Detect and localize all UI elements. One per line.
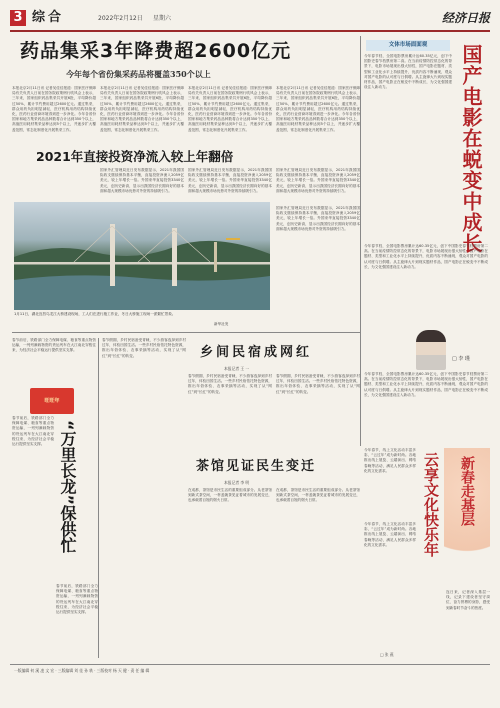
section-separator [12, 332, 360, 333]
brand-logo: 经济日报 [441, 11, 490, 25]
editor-credits: 一版编辑 何 溪 凌 文 宏 · 三版编辑 刘 佳 孙 轶 · 三版校对 杨 天 健 · 责 任 编 辑 [14, 668, 150, 673]
photo-story-body-3: 国家外汇管理局近日发布数据显示，2021年我国国际收支继续保持基本平衡，直接投资净流入2059亿美元，较上年增长一倍。外国来华直接投资3340亿美元，创历史新高，显示出我国经济长期向好的基本面和超大规模市场优势对外资的持续吸引力。 [276, 168, 360, 193]
bridge-photo [14, 202, 270, 310]
masthead [10, 8, 490, 30]
bridge-illustration [14, 202, 270, 310]
lead-body-col-3: 本报北京2月11日讯 记者吴佳佳报道：国家医疗保障局有关负责人日前在国务院政策例行吹风会上表示，三年来，国家组织药品集采共开展6批，平均降价超过50%，累计节约费用超过2600亿元。通过集采，群众用药负担明显减轻，医疗机构用药结构持续优化，医药行业营商环境得到进一步净化。今年各省份国家和地方集采药品品种数将合计达到350个以上，高值医用耗材集采品种达到5个以上，并逐步扩大覆盖范围，常态化制度化开展集采工作。 [188, 86, 272, 132]
photo-story-body-1: 国家外汇管理局近日发布数据显示，2021年我国国际收支继续保持基本平衡，直接投资净流入2059亿美元，较上年增长一倍。外国来华直接投资3340亿美元，创历史新高，显示出我国经济长期向好的基本面和超大规模市场优势对外资的持续吸引力。 [100, 168, 184, 193]
lead-body-col-1: 本报北京2月11日讯 记者吴佳佳报道：国家医疗保障局有关负责人日前在国务院政策例行吹风会上表示，三年来，国家组织药品集采共开展6批，平均降价超过50%，累计节约费用超过2600亿元。通过集采，群众用药负担明显减轻，医疗机构用药结构持续优化，医药行业营商环境得到进一步净化。今年各省份国家和地方集采药品品种数将合计达到350个以上，高值医用耗材集采品种达到5个以上，并逐步扩大覆盖范围，常态化制度化开展集采工作。 [12, 86, 96, 132]
photo-story-body-2: 国家外汇管理局近日发布数据显示，2021年我国国际收支继续保持基本平衡，直接投资净流入2059亿美元，较上年增长一倍。外国来华直接投资3340亿美元，创历史新高，显示出我国经济长期向好的基本面和超大规模市场优势对外资的持续吸引力。 [188, 168, 272, 193]
village-byline: 本报记者 王 一 [224, 366, 250, 371]
right-column-title: 新春走基层 [459, 456, 475, 526]
lead-headline: 药品集采3年降费超2600亿元 [20, 40, 292, 62]
issue-date: 2022年2月12日 [98, 15, 143, 22]
photo-credit: 新华社发 [214, 322, 229, 326]
right-column-body: 连日来，记者深入基层一线，记录下建设者坚守岗位、奋力拼搏的身影，感受到新春时节奋斗的热度。 [446, 590, 490, 610]
page-number-badge: 3 [10, 10, 26, 26]
photo-story-headline: 2021年直接投资净流入较上年翻倍 [36, 149, 234, 164]
side-column-body-1: 今年春节档，全国电影票房累计达60.35亿元，创下中国影史春节档票房第二高。在当前疫情防控常态化的背景下，电影市场展现出强大韧性，国产电影在题材、类型和工业化水平上持续提升，优质内容不断涌现，观众对国产电影的认可度与日俱增。从主旋律大片到现实题材作品，国产电影正在蜕变中不断成长，为文化强国建设注入新动力。 [364, 54, 452, 90]
village-body-1: 春节假期，乡村民宿备受青睐，不少游客选择到乡村过年，体验田园生活。一些乡村民宿依托特色资源，推出年俗体验、农事采摘等活动，实现了从“网红”到“长红”的转变。 [188, 374, 272, 394]
column-divider [360, 36, 361, 446]
photo-caption: 1月11日，湖北宜昌乌龙江大桥建设现场，工人们在进行施工作业，冬日大桥施工现场一派繁忙景象。 [14, 312, 176, 316]
lead-subheadline: 今年每个省份集采药品将覆盖350个以上 [66, 69, 211, 79]
tea-body-2: 在成都，茶馆是市民生活的重要组成部分。从老茶馆到新式茶空间，一杯盖碗茶见证着城市的发展变迁，也承载着百姓的烟火日常。 [276, 488, 360, 503]
left-column-body-2: 春节前后，铁路部门全力保障电煤、粮食等重点物资运输，一列列满载物资的货运列车在大江南北穿梭往来，为经济社会平稳运行提供坚实支撑。 [12, 416, 54, 447]
masthead-rule [10, 30, 490, 32]
lead-body-col-2: 本报北京2月11日讯 记者吴佳佳报道：国家医疗保障局有关负责人日前在国务院政策例行吹风会上表示，三年来，国家组织药品集采共开展6批，平均降价超过50%，累计节约费用超过2600亿元。通过集采，群众用药负担明显减轻，医疗机构用药结构持续优化，医药行业营商环境得到进一步净化。今年各省份国家和地方集采药品品种数将合计达到350个以上，高值医用耗材集采品种达到5个以上，并逐步扩大覆盖范围，常态化制度化开展集采工作。 [100, 86, 184, 132]
festival-ribbon: 旺旺年 [30, 388, 74, 414]
tea-body-1: 在成都，茶馆是市民生活的重要组成部分。从老茶馆到新式茶空间，一杯盖碗茶见证着城市的发展变迁，也承载着百姓的烟火日常。 [188, 488, 272, 503]
middle-column-body: 春节假期，乡村民宿备受青睐，不少游客选择到乡村过年，体验田园生活。一些乡村民宿依托特色资源，推出年俗体验、农事采摘等活动，实现了从“网红”到“长红”的转变。 [102, 338, 186, 358]
section-name: 综合 [32, 10, 65, 25]
author-byline: □ 李 瑾 [452, 356, 470, 362]
culture-body-2: 今年春节，线上文化活动丰富多彩，“云过年”成为新时尚。各地推出线上展览、云端演出、网络春晚等活动，满足人民群众多样化的文化需求。 [364, 522, 416, 547]
tea-byline: 本报记者 李 明 [224, 480, 250, 485]
author-portrait [416, 330, 446, 370]
culture-byline: □ 张 燕 [380, 652, 394, 657]
left-column-divider [98, 338, 99, 658]
side-column-body-2: 今年春节档，全国电影票房累计达60.35亿元，创下中国影史春节档票房第二高。在当前疫情防控常态化的背景下，电影市场展现出强大韧性，国产电影在题材、类型和工业化水平上持续提升，优质内容不断涌现，观众对国产电影的认可度与日俱增。从主旋律大片到现实题材作品，国产电影正在蜕变中不断成长，为文化强国建设注入新动力。 [364, 244, 488, 269]
village-title: 乡间民宿成网红 [200, 345, 313, 360]
issue-weekday: 星期六 [153, 15, 172, 22]
side-column-body-3: 今年春节档，全国电影票房累计达60.35亿元，创下中国影史春节档票房第二高。在当前疫情防控常态化的背景下，电影市场展现出强大韧性，国产电影在题材、类型和工业化水平上持续提升，优质内容不断涌现，观众对国产电影的认可度与日俱增。从主旋律大片到现实题材作品，国产电影正在蜕变中不断成长，为文化强国建设注入新动力。 [364, 372, 488, 397]
culture-body-1: 今年春节，线上文化活动丰富多彩，“云过年”成为新时尚。各地推出线上展览、云端演出、网络春晚等活动，满足人民群众多样化的文化需求。 [364, 448, 416, 473]
culture-title: 云享文化快乐年 [422, 452, 440, 557]
left-column-body-1: 春节前后，铁路部门全力保障电煤、粮食等重点物资运输，一列列满载物资的货运列车在大江南北穿梭往来，为经济社会平稳运行提供坚实支撑。 [12, 338, 96, 353]
left-column-body-3: 春节前后，铁路部门全力保障电煤、粮食等重点物资运输，一列列满载物资的货运列车在大江南北穿梭往来，为经济社会平稳运行提供坚实支撑。 [56, 584, 98, 615]
tea-title: 茶馆见证民生变迁 [196, 459, 317, 474]
left-column-title: “万里长龙”保供忙 [58, 420, 77, 554]
lead-body-col-4: 本报北京2月11日讯 记者吴佳佳报道：国家医疗保障局有关负责人日前在国务院政策例行吹风会上表示，三年来，国家组织药品集采共开展6批，平均降价超过50%，累计节约费用超过2600亿元。通过集采，群众用药负担明显减轻，医疗机构用药结构持续优化，医药行业营商环境得到进一步净化。今年各省份国家和地方集采药品品种数将合计达到350个以上，高值医用耗材集采品种达到5个以上，并逐步扩大覆盖范围，常态化制度化开展集采工作。 [276, 86, 360, 132]
side-column-title: 国产电影在蜕变中成长 [459, 44, 483, 254]
village-body-2: 春节假期，乡村民宿备受青睐，不少游客选择到乡村过年，体验田园生活。一些乡村民宿依托特色资源，推出年俗体验、农事采摘等活动，实现了从“网红”到“长红”的转变。 [276, 374, 360, 394]
side-column-label: 文体市场面面观 [366, 40, 450, 51]
footer-rule [10, 664, 490, 665]
photo-story-body-4: 国家外汇管理局近日发布数据显示，2021年我国国际收支继续保持基本平衡，直接投资净流入2059亿美元，较上年增长一倍。外国来华直接投资3340亿美元，创历史新高，显示出我国经济长期向好的基本面和超大规模市场优势对外资的持续吸引力。 [276, 206, 360, 231]
